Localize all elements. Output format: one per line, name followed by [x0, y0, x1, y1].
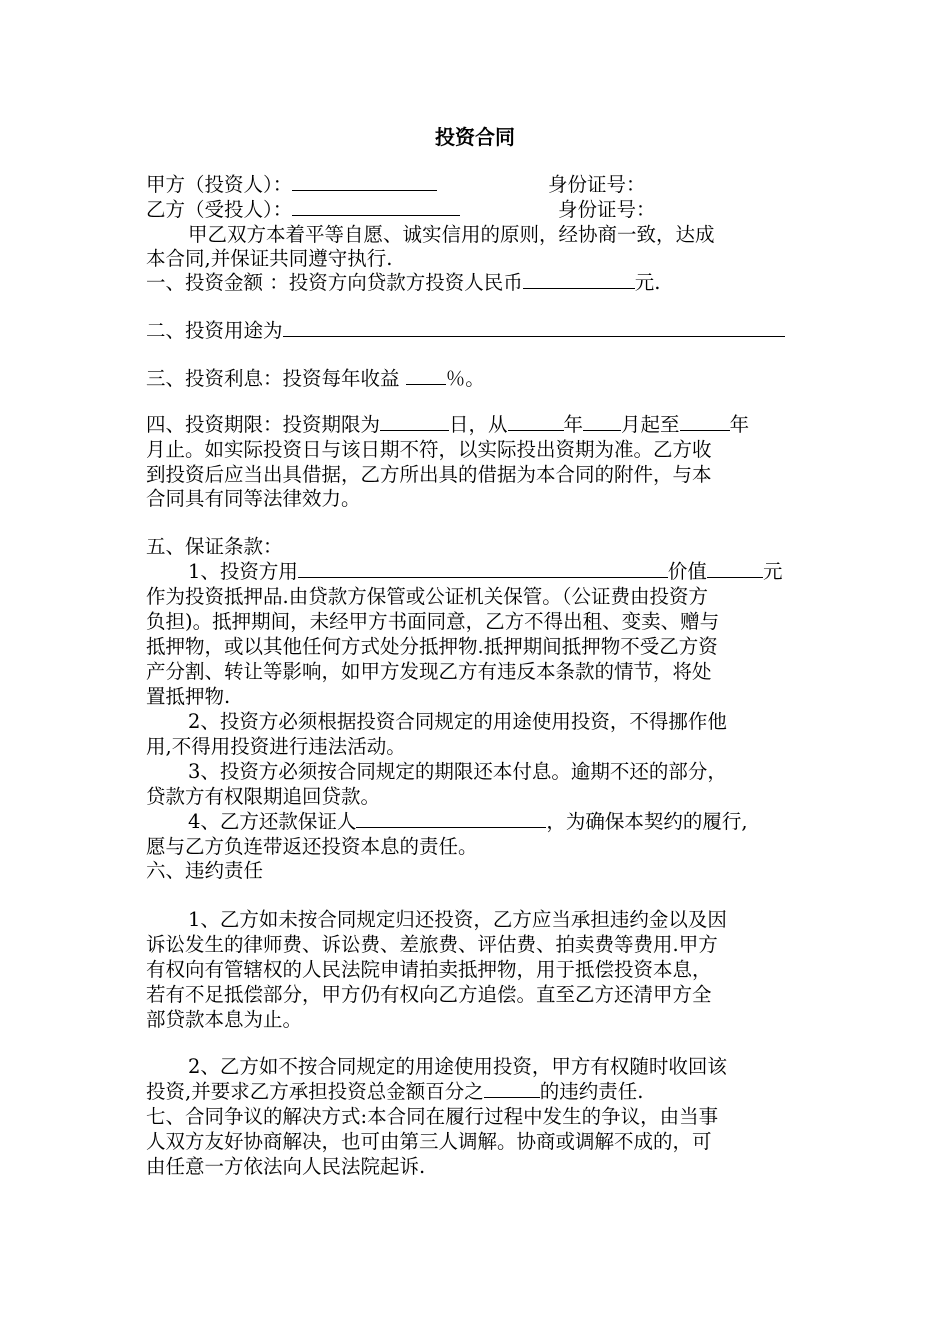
- term-text-3: 年: [563, 413, 584, 436]
- term-text-4: 月起至: [621, 413, 680, 436]
- clause-5-4-line-2: 愿与乙方负连带返还投资本息的责任。: [146, 835, 478, 858]
- clause-6-1-line-1: 1、乙方如未按合同规定归还投资，乙方应当承担违约金以及因: [188, 908, 727, 931]
- party-a-id-label: 身份证号：: [548, 173, 646, 196]
- party-b-label: 乙方（受投人）：: [146, 198, 293, 221]
- section-4-term: [146, 413, 749, 437]
- guarantor-blank: [356, 810, 546, 828]
- section-7-line-2: 人双方友好协商解决，也可由第三人调解。协商或调解不成的，可: [146, 1130, 712, 1153]
- section-1-suffix: 元.: [634, 271, 661, 294]
- section-4-line-4: 合同具有同等法律效力。: [146, 487, 361, 510]
- clause-5-3-line-1: 3、投资方必须按合同规定的期限还本付息。逾期不还的部分，: [188, 760, 727, 783]
- section-7-line-1: 七、合同争议的解决方式:本合同在履行过程中发生的争议，由当事: [146, 1105, 719, 1128]
- clause-5-1-line-3: 负担)。抵押期间，未经甲方书面同意，乙方不得出租、变卖、赠与: [146, 610, 720, 633]
- section-2-text: 二、投资用途为: [146, 319, 283, 342]
- clause-5-4-text-1: 4、乙方还款保证人: [188, 810, 357, 833]
- intro-line-1: 甲乙双方本着平等自愿、诚实信用的原则，经协商一致，达成: [188, 223, 715, 246]
- section-1-amount: [146, 271, 660, 295]
- clause-5-1-text-2: 价值: [667, 560, 707, 583]
- party-a-name-blank: [292, 173, 437, 191]
- purpose-blank: [283, 319, 785, 337]
- section-6-heading: 六、违约责任: [146, 859, 264, 882]
- clause-5-1-line-5: 产分割、转让等影响，如甲方发现乙方有违反本条款的情节，将处: [146, 660, 712, 683]
- party-b-name-blank: [292, 198, 460, 216]
- amount-blank: [523, 271, 635, 289]
- clause-5-4-line-1: [188, 810, 748, 834]
- start-month-blank: [583, 413, 621, 431]
- section-3-suffix: ％。: [445, 367, 485, 390]
- clause-6-2-text-1: 投资,并要求乙方承担投资总金额百分之: [146, 1080, 484, 1103]
- section-3-text: 三、投资利息：投资每年收益: [146, 367, 406, 390]
- section-7-line-3: 由任意一方依法向人民法院起诉.: [146, 1155, 426, 1178]
- clause-6-2-line-1: 2、乙方如不按合同规定的用途使用投资，甲方有权随时收回该: [188, 1055, 727, 1078]
- clause-5-1-line-4: 抵押物，或以其他任何方式处分抵押物.抵押期间抵押物不受乙方资: [146, 635, 718, 658]
- clause-5-1-text-1: 1、投资方用: [188, 560, 298, 583]
- intro-line-2: 本合同,并保证共同遵守执行.: [146, 247, 393, 270]
- days-blank: [380, 413, 449, 431]
- clause-6-1-line-4: 若有不足抵偿部分，甲方仍有权向乙方追偿。直至乙方还清甲方全: [146, 983, 712, 1006]
- clause-5-3-line-2: 贷款方有权限期追回贷款。: [146, 785, 381, 808]
- section-3-interest: [146, 367, 485, 391]
- party-a-label: 甲方（投资人）：: [146, 173, 293, 196]
- interest-blank: [406, 367, 446, 385]
- clause-6-1-line-5: 部贷款本息为止。: [146, 1008, 303, 1031]
- section-5-heading: 五、保证条款：: [146, 535, 283, 558]
- clause-5-1-line-1: [188, 560, 782, 584]
- clause-6-1-line-3: 有权向有管辖权的人民法院申请拍卖抵押物，用于抵偿投资本息，: [146, 958, 712, 981]
- start-year-blank: [508, 413, 564, 431]
- clause-6-2-text-2: 的违约责任.: [539, 1080, 644, 1103]
- section-4-line-2: 月止。如实际投资日与该日期不符，以实际投出资期为准。乙方收: [146, 438, 712, 461]
- end-year-blank: [680, 413, 730, 431]
- section-2-purpose: [146, 319, 785, 343]
- party-b-id-label: 身份证号：: [558, 198, 656, 221]
- clause-6-1-line-2: 诉讼发生的律师费、诉讼费、差旅费、评估费、拍卖费等费用.甲方: [146, 933, 718, 956]
- collateral-value-blank: [707, 560, 763, 578]
- clause-5-2-line-2: 用,不得用投资进行违法活动。: [146, 735, 406, 758]
- document-title: 投资合同: [435, 125, 515, 149]
- section-4-line-3: 到投资后应当出具借据，乙方所出具的借据为本合同的附件，与本: [146, 463, 712, 486]
- clause-5-1-line-6: 置抵押物.: [146, 685, 231, 708]
- party-a-line: [146, 173, 437, 197]
- collateral-blank: [298, 560, 668, 578]
- clause-6-2-line-2: [146, 1080, 643, 1104]
- clause-5-1-text-3: 元: [762, 560, 783, 583]
- clause-5-2-line-1: 2、投资方必须根据投资合同规定的用途使用投资，不得挪作他: [188, 710, 727, 733]
- section-1-text: 一、投资金额 ：投资方向贷款方投资人民币: [146, 271, 523, 294]
- term-text-1: 四、投资期限：投资期限为: [146, 413, 381, 436]
- penalty-percent-blank: [484, 1080, 540, 1098]
- term-text-2: 日，从: [449, 413, 508, 436]
- clause-5-4-text-2: ，为确保本契约的履行,: [546, 810, 748, 833]
- clause-5-1-line-2: 作为投资抵押品.由贷款方保管或公证机关保管。（公证费由投资方: [146, 585, 708, 608]
- party-b-line: [146, 198, 460, 222]
- term-text-5: 年: [729, 413, 750, 436]
